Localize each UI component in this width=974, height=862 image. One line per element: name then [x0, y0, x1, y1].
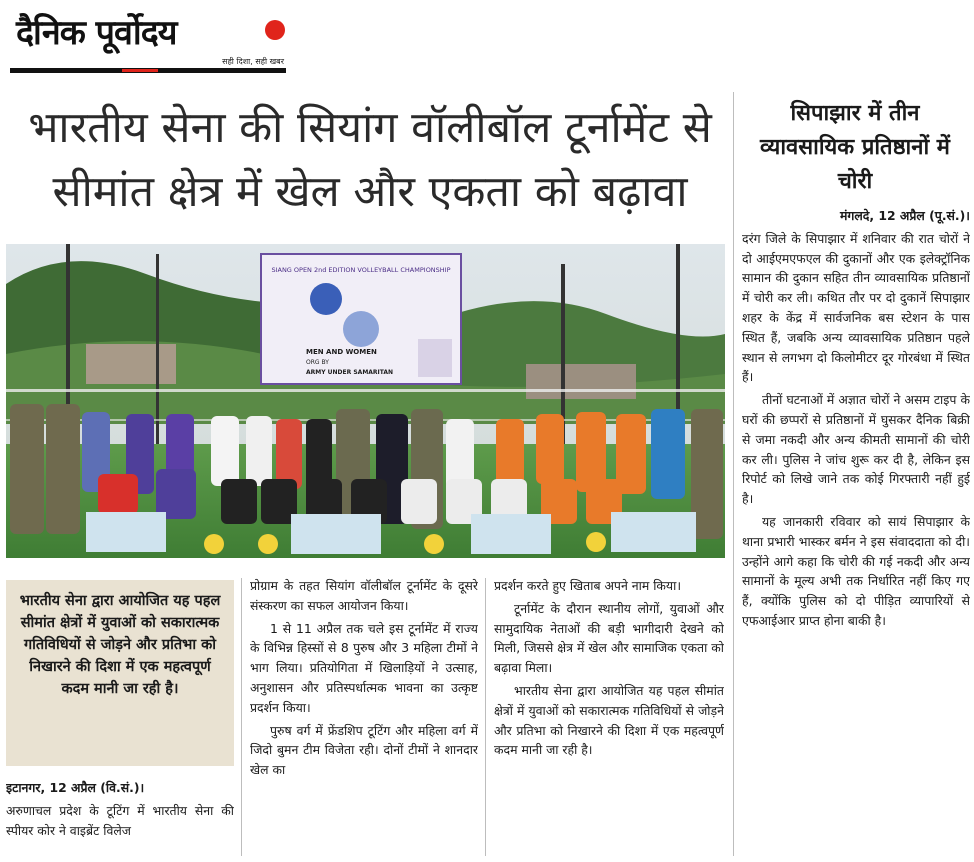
main-headline-line1: भारतीय सेना की सियांग वॉलीबॉल टूर्नामेंट से: [28, 103, 712, 153]
banner-line1: SIANG OPEN 2nd EDITION VOLLEYBALL CHAMPIONSHIP: [271, 266, 451, 274]
pull-quote-text: भारतीय सेना द्वारा आयोजित यह पहल सीमांत क्षेत्रों में युवाओं को सकारात्मक गतिविधियों से जोड़ने और प्रतिभा को निखारने की दिशा में एक महत्वपूर्ण कदम मानी जा रही है।: [19, 593, 221, 697]
side-story-headline: सिपाझार में तीन व्यावसायिक प्रतिष्ठानों में चोरी: [760, 100, 950, 194]
main-story-column-3: [494, 576, 724, 860]
newspaper-title: दैनिक पूर्वोदय: [16, 13, 177, 53]
side-story-paragraph-1: दरंग जिले के सिपाझार में शनिवार की रात चोरों ने दो आईएमएफएल की दुकानों और एक इलेक्ट्रॉनिक सामान की दुकान सहित तीन व्यावसायिक प्रतिष्ठानों में चोरी कर ली। कथित तौर पर दो दुकानें सिपाझार शहर के केंद्र में सार्वजनिक बस स्टेशन के पास स्थित हैं, जबकि अन्य व्यावसायिक प्रतिष्ठान पहले स्थान से लगभग दो किलोमीटर दूर गोरबंधा में स्थित हैं।: [742, 230, 970, 385]
main-story-dateline: [6, 778, 234, 798]
side-story-dateline: [742, 206, 970, 226]
main-story-paragraph-3: 1 से 11 अप्रैल तक चले इस टूर्नामेंट में राज्य के विभिन्न हिस्सों से 8 पुरुष और 3 महिला टीमों ने भाग लिया। प्रतियोगिता में खिलाड़ियों ने उत्साह, अनुशासन और प्रतिस्पर्धात्मक भावना का उत्कृष्ट प्रदर्शन किया।: [250, 620, 478, 715]
side-story-body: [742, 206, 970, 860]
masthead-rule-accent: [122, 69, 158, 72]
banner-line2: MEN AND WOMEN: [306, 348, 377, 356]
column-divider: [241, 578, 242, 856]
main-headline-line2: सीमांत क्षेत्र में खेल और एकता को बढ़ावा: [52, 167, 688, 217]
side-dateline-text: मंगलदे, 12 अप्रैल (पू.सं.)।: [839, 208, 970, 223]
main-story-paragraph-5: प्रदर्शन करते हुए खिताब अपने नाम किया।: [494, 578, 682, 593]
main-story-column-1: [6, 778, 234, 862]
column-divider: [733, 92, 734, 856]
main-story-paragraph-7: भारतीय सेना द्वारा आयोजित यह पहल सीमांत क्षेत्रों में युवाओं को सकारात्मक गतिविधियों से जोड़ने और प्रतिभा को निखारने की दिशा में एक महत्वपूर्ण कदम मानी जा रही है।: [494, 682, 724, 758]
banner-line4: ARMY UNDER SAMARITAN: [306, 369, 394, 376]
logo-dot-icon: [265, 20, 285, 40]
dateline-text: इटानगर, 12 अप्रैल (वि.सं.)।: [6, 780, 145, 795]
main-story-paragraph-2: प्रोग्राम के तहत सियांग वॉलीबॉल टूर्नामेंट के दूसरे संस्करण का सफल आयोजन किया।: [250, 578, 478, 613]
banner-line3: ORG BY: [306, 359, 329, 366]
main-story-column-2: [250, 576, 478, 860]
pull-quote-box: [6, 580, 234, 766]
column-divider: [485, 578, 486, 856]
main-story-paragraph-6: टूर्नामेंट के दौरान स्थानीय लोगों, युवाओं और सामुदायिक नेताओं की बड़ी भागीदारी देखने को मिली, जिससे क्षेत्र में खेल और सामाजिक एकता को बढ़ावा मिला।: [494, 600, 724, 676]
masthead: [10, 6, 290, 74]
main-story-paragraph-1: अरुणाचल प्रदेश के टूटिंग में भारतीय सेना की स्पीयर कोर ने वाइब्रेंट विलेज: [6, 802, 234, 838]
side-story-paragraph-2: तीनों घटनाओं में अज्ञात चोरों ने असम टाइप के घरों की छप्परों से प्रतिष्ठानों में घुसकर दैनिक बिक्री से जमा नकदी और अन्य कीमती सामानों की चोरी कर ली। पुलिस ने जांच शुरू कर दी है, लेकिन इस रिपोर्ट को लिखे जाने तक कोई गिरफ्तारी नहीं हुई है।: [742, 392, 970, 507]
side-story-paragraph-3: यह जानकारी रविवार को सायं सिपाझार के थाना प्रभारी भास्कर बर्मन ने इस संवाददाता को दी। उन्होंने आगे कहा कि चोरी की गई नकदी और अन्य सामानों के मूल्य अभी तक निर्धारित नहीं किए गए हैं, क्योंकि पुलिस को दो पीड़ित व्यापारियों से एफआईआर प्राप्त होना बाकी है।: [742, 513, 970, 628]
main-headline: [20, 96, 720, 224]
newspaper-tagline: सही दिशा, सही खबर: [222, 57, 284, 66]
group-photo-illustration: [6, 244, 725, 558]
news-photo: [6, 244, 725, 558]
main-story-paragraph-4: पुरुष वर्ग में फ्रेंडशिप टूटिंग और महिला वर्ग में जिदो बुमन टीम विजेता रही। दोनों टीमों ने शानदार खेल का: [250, 722, 478, 778]
